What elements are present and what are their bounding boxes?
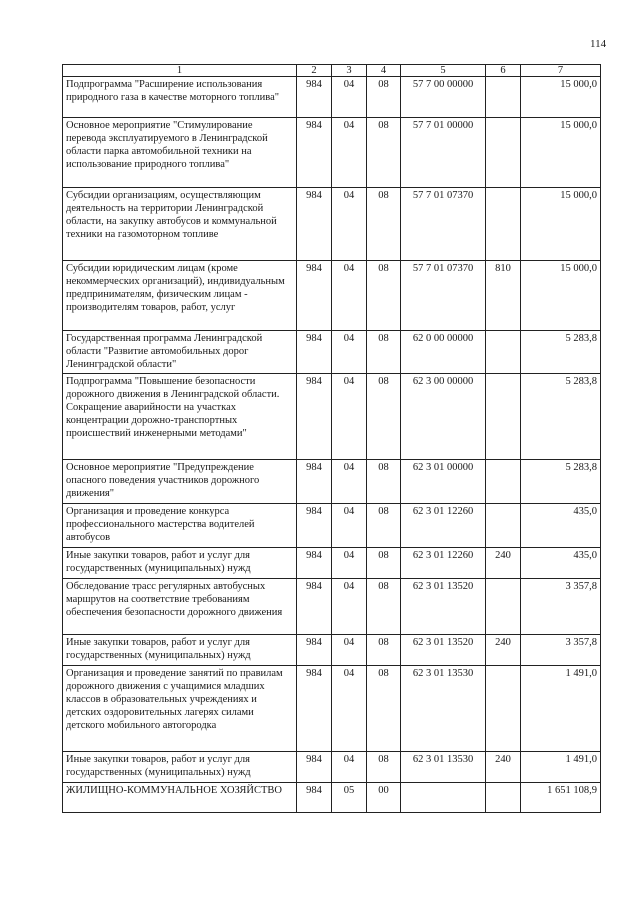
section-code: 04 (332, 504, 367, 548)
amount: 5 283,8 (521, 460, 601, 504)
target-article-code: 57 7 01 07370 (401, 261, 486, 331)
amount: 5 283,8 (521, 374, 601, 460)
table-row (63, 460, 601, 504)
ministry-code: 984 (297, 666, 332, 752)
row-name: Субсидии организациям, осуществляющим деятельность на территории Ленинградской области, на закупку автобусов и коммунальной техники на газомоторном топливе (63, 188, 297, 261)
subsection-code: 08 (367, 331, 401, 374)
table-row (63, 374, 601, 460)
table-row (63, 77, 601, 118)
expense-type-code (486, 579, 521, 635)
section-code: 04 (332, 77, 367, 118)
table-row (63, 783, 601, 813)
expense-type-code: 240 (486, 548, 521, 579)
row-name: Иные закупки товаров, работ и услуг для государственных (муниципальных) нужд (63, 752, 297, 783)
subsection-code: 08 (367, 374, 401, 460)
expense-type-code (486, 77, 521, 118)
row-name: Организация и проведение занятий по правилам дорожного движения с учащимися младших классов в образовательных учреждениях и детских оздоровительных лагерях силами детского мобильного автогородка (63, 666, 297, 752)
subsection-code: 08 (367, 752, 401, 783)
subsection-code: 08 (367, 666, 401, 752)
target-article-code: 62 3 01 12260 (401, 504, 486, 548)
column-header: 7 (521, 65, 601, 77)
budget-table (62, 64, 601, 813)
ministry-code: 984 (297, 374, 332, 460)
target-article-code: 62 3 00 00000 (401, 374, 486, 460)
ministry-code: 984 (297, 548, 332, 579)
ministry-code: 984 (297, 188, 332, 261)
column-header: 1 (63, 65, 297, 77)
table-row (63, 666, 601, 752)
amount: 15 000,0 (521, 261, 601, 331)
row-name: Обследование трасс регулярных автобусных маршрутов на соответствие требованиям обеспечения безопасности дорожного движения (63, 579, 297, 635)
target-article-code: 62 3 01 13530 (401, 752, 486, 783)
expense-type-code (486, 331, 521, 374)
section-code: 04 (332, 666, 367, 752)
amount: 1 491,0 (521, 752, 601, 783)
ministry-code: 984 (297, 118, 332, 188)
table-row (63, 579, 601, 635)
subsection-code: 08 (367, 635, 401, 666)
column-header: 5 (401, 65, 486, 77)
amount: 15 000,0 (521, 118, 601, 188)
row-name: Подпрограмма "Расширение использования природного газа в качестве моторного топлива" (63, 77, 297, 118)
ministry-code: 984 (297, 77, 332, 118)
column-header: 2 (297, 65, 332, 77)
page-number: 114 (590, 38, 607, 50)
target-article-code: 62 3 01 00000 (401, 460, 486, 504)
target-article-code: 57 7 01 00000 (401, 118, 486, 188)
expense-type-code: 240 (486, 635, 521, 666)
column-header: 3 (332, 65, 367, 77)
expense-type-code: 810 (486, 261, 521, 331)
section-code: 04 (332, 331, 367, 374)
amount: 15 000,0 (521, 188, 601, 261)
section-code: 04 (332, 579, 367, 635)
section-code: 04 (332, 752, 367, 783)
expense-type-code (486, 666, 521, 752)
subsection-code: 08 (367, 504, 401, 548)
target-article-code: 57 7 01 07370 (401, 188, 486, 261)
subsection-code: 08 (367, 548, 401, 579)
table-row (63, 261, 601, 331)
expense-type-code: 240 (486, 752, 521, 783)
ministry-code: 984 (297, 783, 332, 813)
amount: 3 357,8 (521, 635, 601, 666)
subsection-code: 00 (367, 783, 401, 813)
row-name: Государственная программа Ленинградской области "Развитие автомобильных дорог Ленинградской области" (63, 331, 297, 374)
section-code: 04 (332, 460, 367, 504)
table-row (63, 752, 601, 783)
section-code: 05 (332, 783, 367, 813)
ministry-code: 984 (297, 752, 332, 783)
target-article-code (401, 783, 486, 813)
section-code: 04 (332, 374, 367, 460)
ministry-code: 984 (297, 261, 332, 331)
column-header: 4 (367, 65, 401, 77)
table-row (63, 635, 601, 666)
table-header-row (63, 65, 601, 77)
amount: 1 491,0 (521, 666, 601, 752)
subsection-code: 08 (367, 460, 401, 504)
target-article-code: 62 3 01 13530 (401, 666, 486, 752)
table-row (63, 331, 601, 374)
section-code: 04 (332, 188, 367, 261)
amount: 435,0 (521, 504, 601, 548)
expense-type-code (486, 118, 521, 188)
subsection-code: 08 (367, 261, 401, 331)
row-name: Субсидии юридическим лицам (кроме некоммерческих организаций), индивидуальным предпринимателям, физическим лицам - производителям товаров, работ, услуг (63, 261, 297, 331)
section-code: 04 (332, 118, 367, 188)
ministry-code: 984 (297, 579, 332, 635)
row-name: Подпрограмма "Повышение безопасности дорожного движения в Ленинградской области. Сокращение аварийности на участках концентрации дорожно-транспортных происшествий инженерными методами" (63, 374, 297, 460)
expense-type-code (486, 460, 521, 504)
row-name: Организация и проведение конкурса профессионального мастерства водителей автобусов (63, 504, 297, 548)
amount: 435,0 (521, 548, 601, 579)
amount: 1 651 108,9 (521, 783, 601, 813)
section-code: 04 (332, 548, 367, 579)
ministry-code: 984 (297, 504, 332, 548)
ministry-code: 984 (297, 635, 332, 666)
column-header: 6 (486, 65, 521, 77)
expense-type-code (486, 504, 521, 548)
target-article-code: 62 3 01 12260 (401, 548, 486, 579)
row-name: Основное мероприятие "Стимулирование перевода эксплуатируемого в Ленинградской области парка автомобильной техники на использование природного топлива" (63, 118, 297, 188)
subsection-code: 08 (367, 579, 401, 635)
subsection-code: 08 (367, 188, 401, 261)
subsection-code: 08 (367, 118, 401, 188)
target-article-code: 62 3 01 13520 (401, 579, 486, 635)
table-row (63, 118, 601, 188)
subsection-code: 08 (367, 77, 401, 118)
ministry-code: 984 (297, 460, 332, 504)
expense-type-code (486, 783, 521, 813)
target-article-code: 62 3 01 13520 (401, 635, 486, 666)
expense-type-code (486, 374, 521, 460)
amount: 15 000,0 (521, 77, 601, 118)
row-name: Иные закупки товаров, работ и услуг для государственных (муниципальных) нужд (63, 548, 297, 579)
row-name: ЖИЛИЩНО-КОММУНАЛЬНОЕ ХОЗЯЙСТВО (63, 783, 297, 813)
target-article-code: 57 7 00 00000 (401, 77, 486, 118)
row-name: Иные закупки товаров, работ и услуг для государственных (муниципальных) нужд (63, 635, 297, 666)
amount: 5 283,8 (521, 331, 601, 374)
table-row (63, 188, 601, 261)
section-code: 04 (332, 261, 367, 331)
target-article-code: 62 0 00 00000 (401, 331, 486, 374)
amount: 3 357,8 (521, 579, 601, 635)
table-row (63, 548, 601, 579)
ministry-code: 984 (297, 331, 332, 374)
row-name: Основное мероприятие "Предупреждение опасного поведения участников дорожного движения" (63, 460, 297, 504)
expense-type-code (486, 188, 521, 261)
section-code: 04 (332, 635, 367, 666)
table-row (63, 504, 601, 548)
